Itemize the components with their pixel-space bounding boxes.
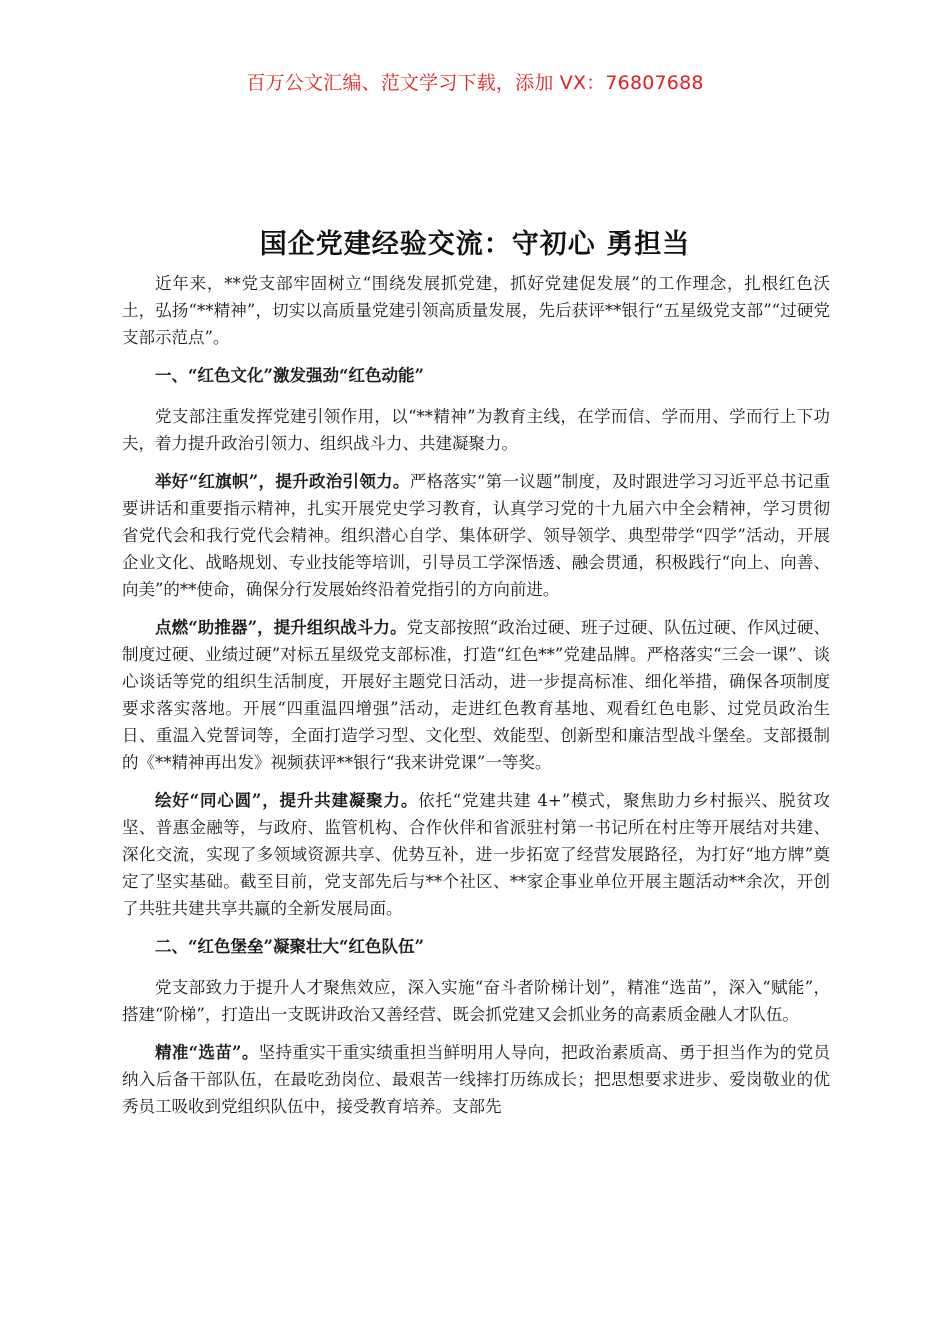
section1-paragraph: 党支部注重发挥党建引领作用，以“**精神”为教育主线，在学而信、学而用、学而行上下功夫，着力提升政治引领力、组织战斗力、共建凝聚力。 [122,407,830,453]
section1-item-3 [122,787,830,922]
section2-paragraph: 党支部致力于提升人才聚焦效应，深入实施“奋斗者阶梯计划”，精准“选苗”，深入“赋能”，搭建“阶梯”，打造出一支既讲政治又善经营、既会抓党建又会抓业务的高素质金融人才队伍。 [122,978,830,1024]
item-text: 依托“党建共建 4+”模式，聚焦助力乡村振兴、脱贫攻坚、普惠金融等，与政府、监管机构、合作伙伴和省派驻村第一书记所在村庄等开展结对共建、深化交流，实现了多领域资源共享、优势互补，进一步拓宽了经营发展路径，为打好“地方牌”奠定了坚实基础。截至目前，党支部先后与**个社区、**家企事业单位开展主题活动**余次，开创了共驻共建共享共赢的全新发展局面。 [122,791,830,918]
item-lead: 举好“红旗帜”，提升政治引领力。 [155,472,410,491]
item-text: 党支部按照“政治过硬、班子过硬、队伍过硬、作风过硬、制度过硬、业绩过硬”对标五星级党支部标准，打造“红色**”党建品牌。严格落实“三会一课”、谈心谈话等党的组织生活制度，开展好主题党日活动，进一步提高标准、细化举措，确保各项制度要求落实落地。开展“四重温四增强”活动，走进红色教育基地、观看红色电影、过党员政治生日、重温入党誓词等，全面打造学习型、文化型、效能型、创新型和廉洁型战斗堡垒。支部摄制的《**精神再出发》视频获评**银行“我来讲党课”一等奖。 [122,618,831,772]
item-text: 坚持重实干重实绩重担当鲜明用人导向，把政治素质高、勇于担当作为的党员纳入后备干部队伍，在最吃劲岗位、最艰苦一线摔打历练成长；把思想要求进步、爱岗敬业的优秀员工吸收到党组织队伍中，接受教育培养。支部先 [122,1043,830,1116]
intro-paragraph: 近年来，**党支部牢固树立“围绕发展抓党建，抓好党建促发展”的工作理念，扎根红色沃土，弘扬“**精神”，切实以高质量党建引领高质量发展，先后获评**银行“五星级党支部”“过硬党支部示范点”。 [122,274,830,347]
promo-banner: 百万公文汇编、范文学习下载，添加 VX：76807688 [246,72,704,94]
document-title: 国企党建经验交流：守初心 勇担当 [259,229,691,260]
item-lead: 点燃“助推器”，提升组织战斗力。 [155,618,407,637]
item-text: 严格落实“第一议题”制度，及时跟进学习习近平总书记重要讲话和重要指示精神，扎实开展党史学习教育，认真学习党的十九届六中全会精神，学习贯彻省党代会和我行党代会精神。组织潜心自学、集体研学、领导领学、典型带学“四学”活动，开展企业文化、战略规划、专业技能等培训，引导员工学深悟透、融会贯通，积极践行“向上、向善、向美”的**使命，确保分行发展始终沿着党指引的方向前进。 [122,472,831,599]
item-lead: 精准“选苗”。 [155,1043,259,1062]
section1-item-1 [122,468,830,603]
section1-item-2 [122,614,830,776]
section2-item-1 [122,1039,830,1120]
section-heading-2: 二、“红色堡垒”凝聚壮大“红色队伍” [155,937,424,956]
section-heading-1: 一、“红色文化”激发强劲“红色动能” [155,366,424,385]
document-body [122,270,830,1131]
item-lead: 绘好“同心圆”，提升共建凝聚力。 [155,791,419,810]
